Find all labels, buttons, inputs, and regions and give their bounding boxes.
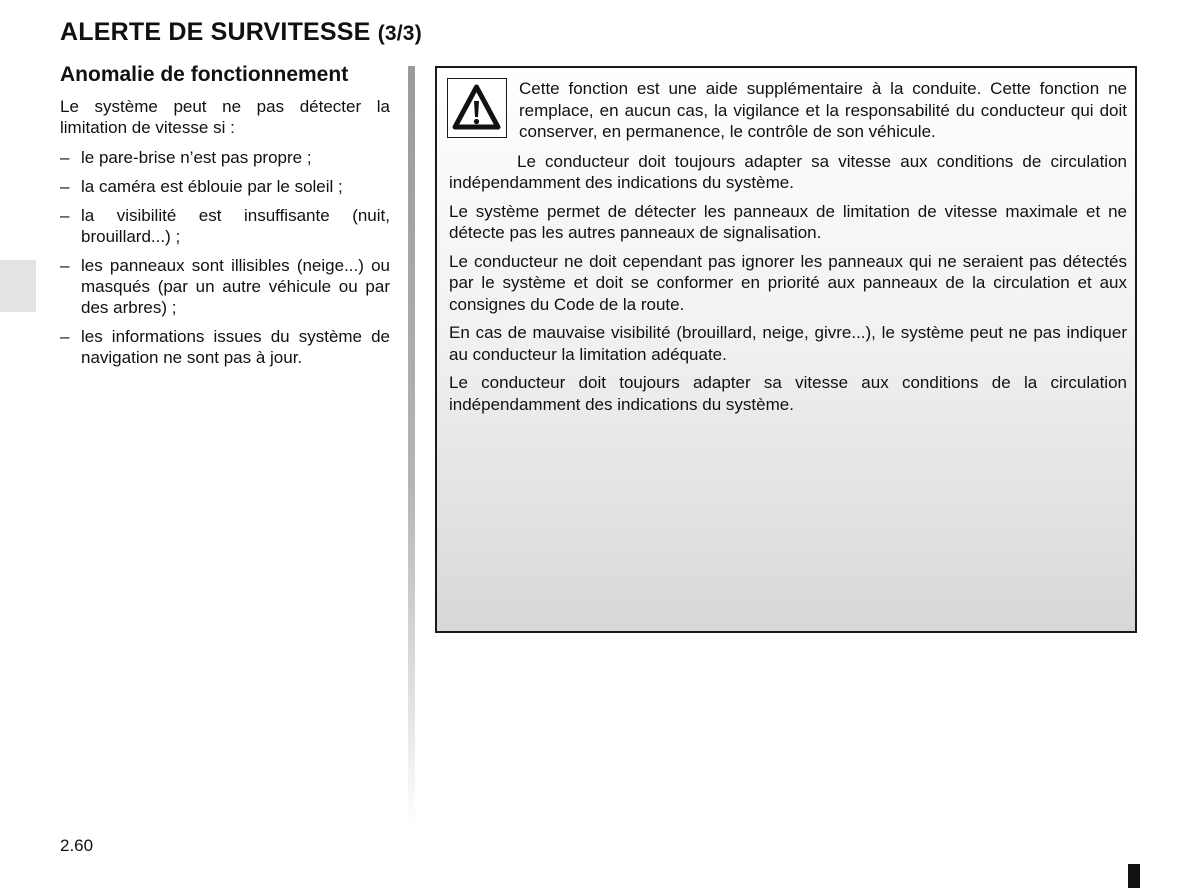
list-item-text: la visibilité est insuffisante (nuit, brouillard...) ; [81,206,390,246]
intro-text: Le système peut ne pas détecter la limitation de vitesse si : [60,97,390,137]
warning-paragraph: Cette fonction est une aide supplémentaire à la conduite. Cette fonction ne remplace, en aucun cas, la vigilance et la responsabilité du conducteur qui doit conserver, en permanence, le contrôle de son véhicule. [519,79,1127,141]
warning-content [449,78,1127,422]
list-item [60,147,390,168]
warning-paragraph: Le système permet de détecter les panneaux de limitation de vitesse maximale et ne détecte pas les autres panneaux de signalisation. [449,201,1127,242]
column-divider [408,66,415,826]
warning-paragraph: Le conducteur doit toujours adapter sa vitesse aux conditions de la circulation indépendamment des indications du système. [449,373,1127,414]
list-item [60,255,390,318]
dash-marker: – [60,327,70,346]
dash-marker: – [60,148,70,167]
list-item-text: les informations issues du système de navigation ne sont pas à jour. [81,327,390,367]
section-heading: Anomalie de fonctionnement [60,63,349,86]
warning-paragraph: Le conducteur doit toujours adapter sa vitesse aux conditions de circulation indépendamment des indications du système. [449,151,1127,192]
list-item [60,326,390,368]
page-title-text: ALERTE DE SURVITESSE [60,18,371,46]
list-item [60,176,390,197]
page-number: 2.60 [60,836,94,855]
dash-marker: – [60,177,70,196]
list-item-text: le pare-brise n’est pas propre ; [81,148,312,167]
conditions-list [60,147,390,368]
warning-paragraph: En cas de mauvaise visibilité (brouillard, neige, givre...), le système peut ne pas indiquer au conducteur la limitation adéquate. [449,323,1127,364]
list-item-text: la caméra est éblouie par le soleil ; [81,177,343,196]
chapter-tab [0,260,36,312]
warning-box [435,66,1137,633]
list-item [60,205,390,247]
page-title-part: (3/3) [377,22,422,45]
warning-paragraph: Le conducteur ne doit cependant pas ignorer les panneaux qui ne seraient pas détectés par le système et doit se conformer en priorité aux panneaux de la circulation et aux consignes du Code de la route. [449,251,1127,314]
dash-marker: – [60,206,70,225]
list-item-text: les panneaux sont illisibles (neige...) ou masqués (par un autre véhicule ou par des arbres) ; [81,256,390,317]
corner-mark [1128,864,1140,888]
page-title [60,18,422,47]
left-column [60,60,390,376]
dash-marker: – [60,256,70,275]
